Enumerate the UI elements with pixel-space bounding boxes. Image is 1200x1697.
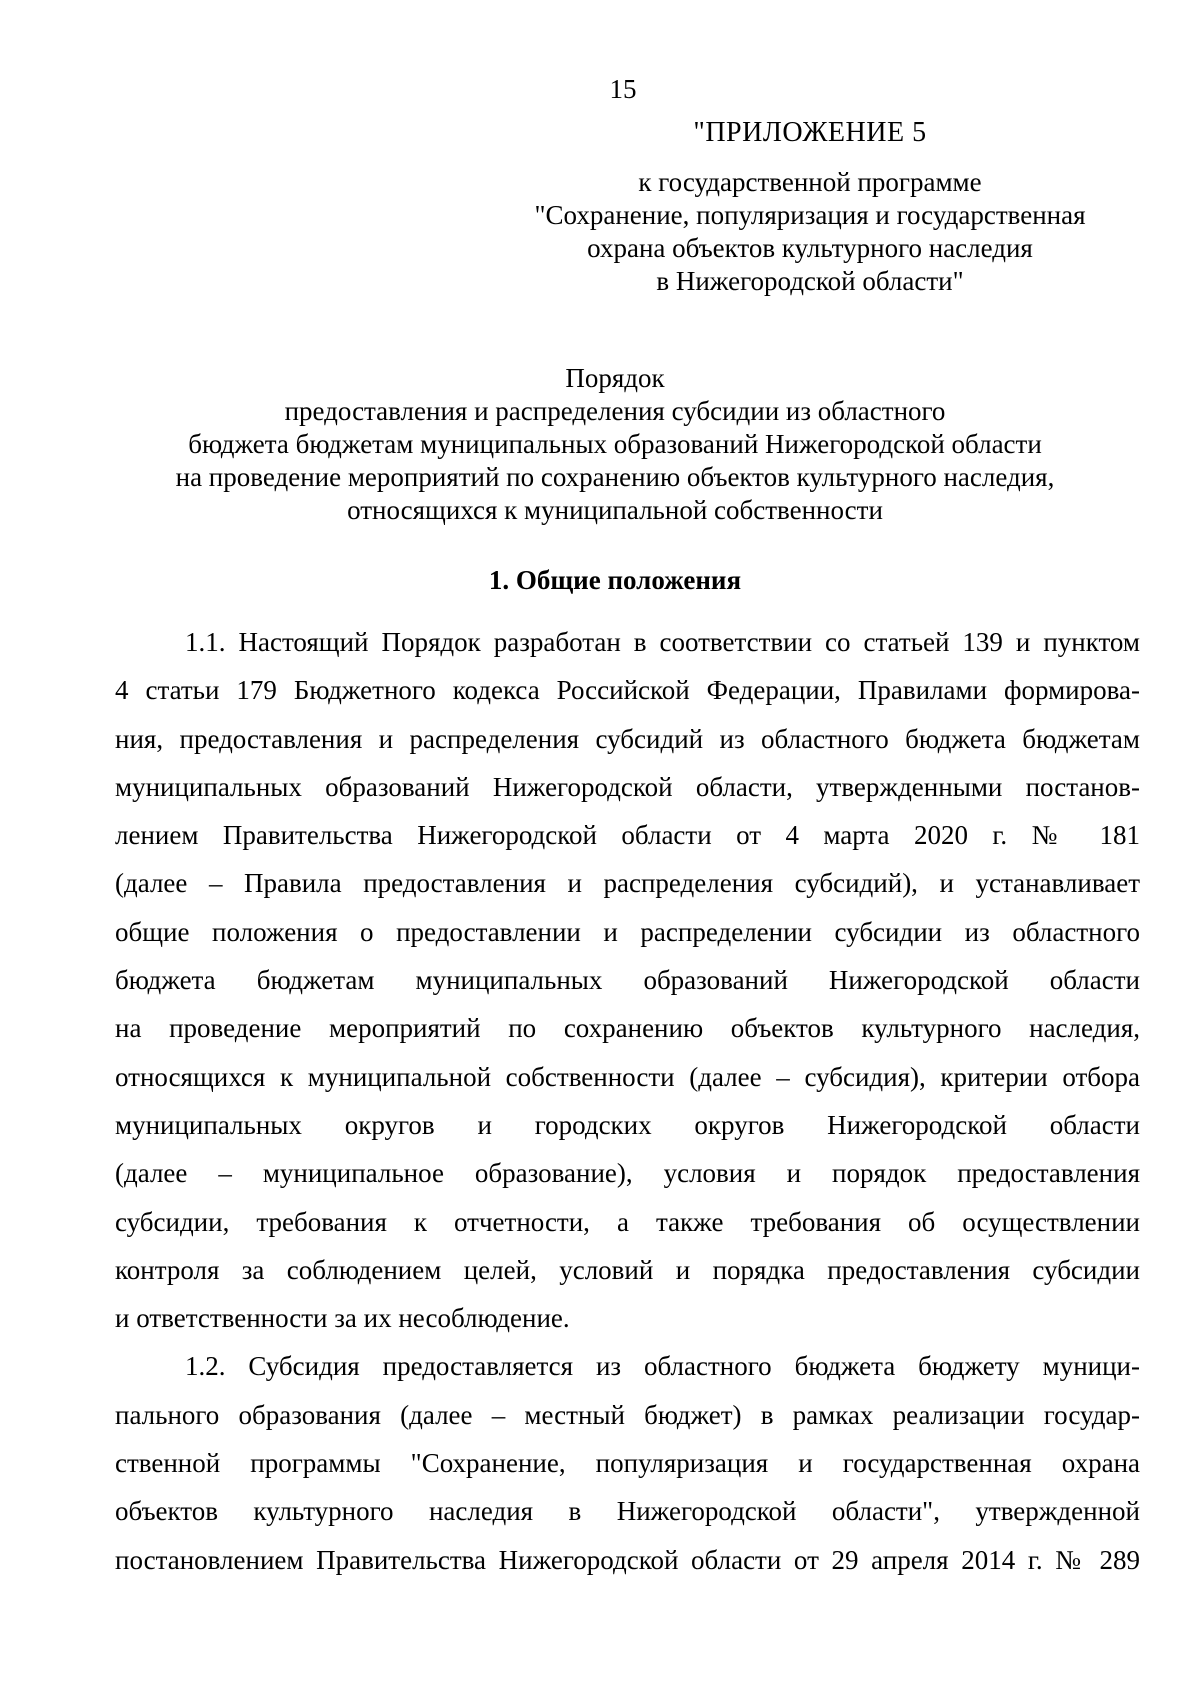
paragraph-line: (далее – Правила предоставления и распределения субсидий), и устанавливает — [115, 868, 1140, 899]
paragraph-line: субсидии, требования к отчетности, а также требования об осуществлении — [115, 1206, 1140, 1237]
paragraph-line: ния, предоставления и распределения субсидий из областного бюджета бюджетам — [115, 723, 1140, 754]
paragraph-line: муниципальных образований Нижегородской области, утвержденными постанов- — [115, 771, 1140, 802]
order-title — [80, 362, 1150, 527]
paragraph-line: контроля за соблюдением целей, условий и порядка предоставления субсидии — [115, 1254, 1140, 1285]
appendix-line: "Сохранение, популяризация и государственная — [534, 200, 1086, 230]
order-title-line: Порядок — [565, 363, 665, 393]
paragraph-line: пального образования (далее – местный бюджет) в рамках реализации государ- — [115, 1399, 1140, 1430]
appendix-line: в Нижегородской области" — [656, 266, 964, 296]
paragraph-line: 1.1. Настоящий Порядок разработан в соответствии со статьей 139 и пунктом — [185, 627, 1140, 657]
appendix-line: охрана объектов культурного наследия — [587, 233, 1033, 263]
paragraph-line: общие положения о предоставлении и распределении субсидии из областного — [115, 916, 1140, 947]
paragraph-line: относящихся к муниципальной собственности (далее – субсидия), критерии отбора — [115, 1061, 1140, 1092]
paragraph-line: 1.2. Субсидия предоставляется из областного бюджета бюджету муници- — [185, 1351, 1140, 1382]
order-title-line: относящихся к муниципальной собственности — [347, 495, 883, 525]
paragraph-line: на проведение мероприятий по сохранению объектов культурного наследия, — [115, 1013, 1140, 1044]
paragraph-line: постановлением Правительства Нижегородской области от 29 апреля 2014 г. № 289 — [115, 1544, 1140, 1575]
paragraph-line: (далее – муниципальное образование), условия и порядок предоставления — [115, 1158, 1140, 1189]
body-text — [115, 618, 1140, 1584]
appendix-reference — [520, 166, 1100, 298]
page-number: 15 — [609, 74, 637, 104]
paragraph-line: 4 статьи 179 Бюджетного кодекса Российской Федерации, Правилами формирова- — [115, 675, 1140, 706]
order-title-line: бюджета бюджетам муниципальных образований Нижегородской области — [188, 429, 1042, 459]
paragraph-line: ственной программы "Сохранение, популяризация и государственная охрана — [115, 1448, 1140, 1479]
paragraph-line: бюджета бюджетам муниципальных образований Нижегородской области — [115, 965, 1140, 996]
paragraph-line: объектов культурного наследия в Нижегородской области", утвержденной — [115, 1496, 1140, 1527]
paragraph-line: муниципальных округов и городских округов Нижегородской области — [115, 1109, 1140, 1140]
section-heading: 1. Общие положения — [488, 565, 742, 595]
appendix-title: "ПРИЛОЖЕНИЕ 5 — [693, 117, 927, 148]
order-title-line: предоставления и распределения субсидии из областного — [284, 396, 946, 426]
appendix-line: к государственной программе — [638, 167, 982, 197]
paragraph-line: и ответственности за их несоблюдение. — [115, 1303, 570, 1334]
paragraph-line: лением Правительства Нижегородской области от 4 марта 2020 г. № 181 — [115, 820, 1140, 851]
order-title-line: на проведение мероприятий по сохранению объектов культурного наследия, — [175, 462, 1055, 492]
